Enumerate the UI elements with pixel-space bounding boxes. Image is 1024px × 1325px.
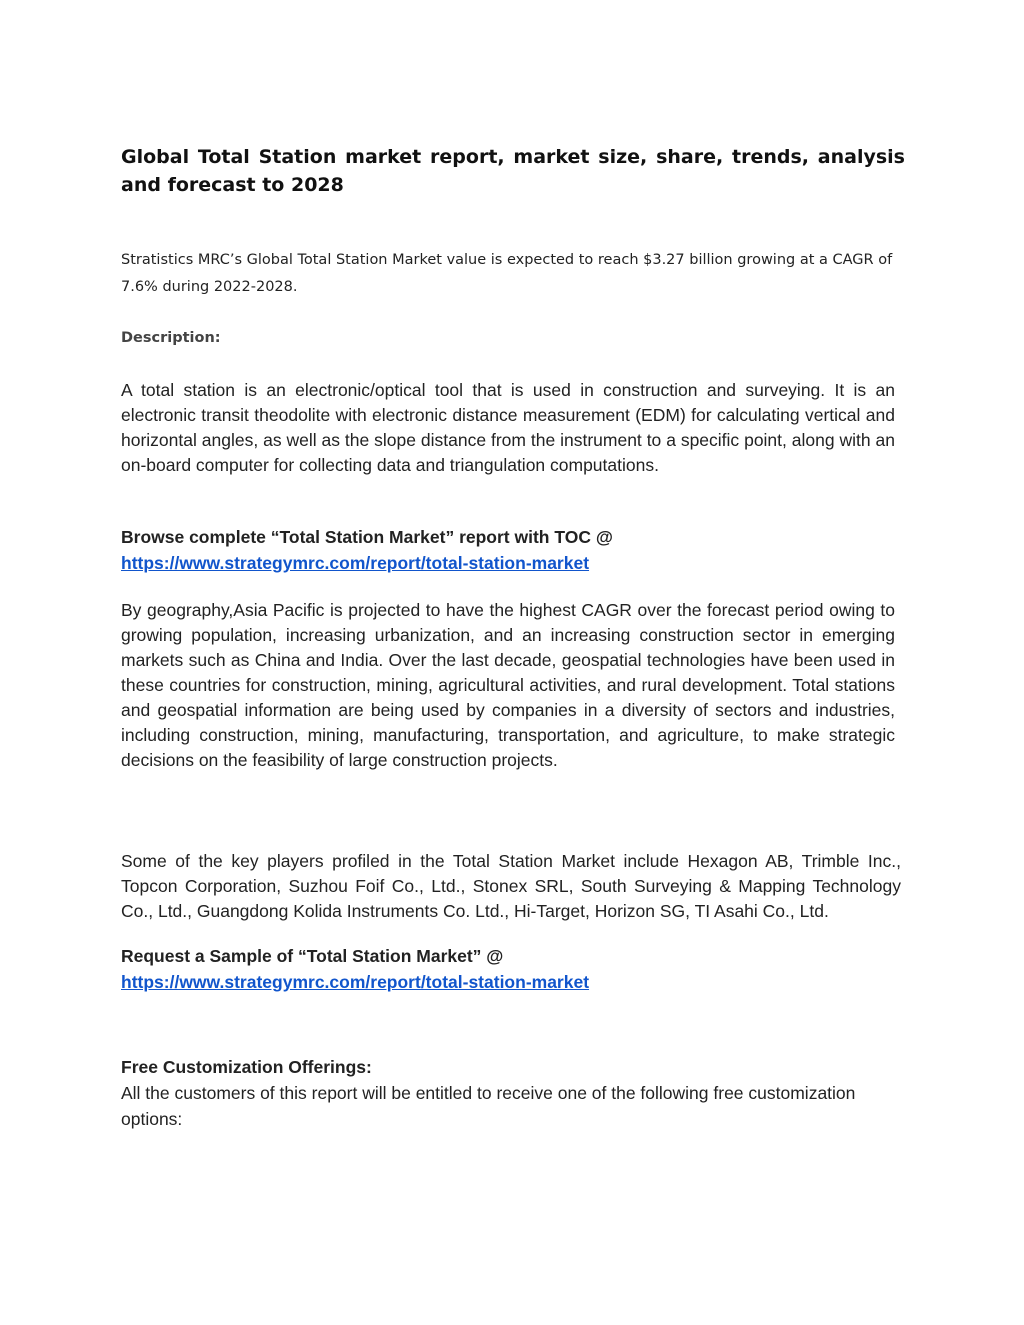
customization-text: All the customers of this report will be entitled to receive one of the following free customization options: [121,1083,856,1129]
browse-report-link[interactable]: https://www.strategymrc.com/report/total-station-market [121,553,590,573]
customization-heading: Free Customization Offerings: [121,1057,372,1077]
request-sample-section [121,943,905,995]
geography-paragraph: By geography,Asia Pacific is projected to have the highest CAGR over the forecast period owing to growing population, increasing urbanization, and an increasing construction sector in emerging markets such as China and India. Over the last decade, geospatial technologies have been used in these countries for construction, mining, agricultural activities, and rural development. Total stations and geospatial information are being used by companies in a diversity of sectors and industries, including construction, mining, manufacturing, transportation, and agriculture, to make strategic decisions on the feasibility of large construction projects. [121,600,895,770]
description-paragraph: A total station is an electronic/optical tool that is used in construction and surveying. It is an electronic transit theodolite with electronic distance measurement (EDM) for calculating vertical and horizontal angles, as well as the slope distance from the instrument to a specific point, along with an on-board computer for collecting data and triangulation computations. [121,380,895,475]
intro-summary: Stratistics MRC’s Global Total Station Market value is expected to reach $3.27 billion growing at a CAGR of 7.6% during 2022-2028. [121,252,893,295]
report-title: Global Total Station market report, market size, share, trends, analysis and forecast to 2028 [121,146,905,196]
description-label: Description: [121,330,221,346]
browse-report-section [121,524,905,576]
key-players-paragraph: Some of the key players profiled in the Total Station Market include Hexagon AB, Trimble Inc., Topcon Corporation, Suzhou Foif Co., Ltd., Stonex SRL, South Surveying & Mapping Technology Co., Ltd., Guangdong Kolida Instruments Co. Ltd., Hi-Target, Horizon SG, TI Asahi Co., Ltd. [121,851,901,921]
request-sample-link[interactable]: https://www.strategymrc.com/report/total-station-market [121,972,590,992]
browse-report-label: Browse complete “Total Station Market” report with TOC @ [121,527,613,547]
request-sample-label: Request a Sample of “Total Station Market” @ [121,946,504,966]
customization-section [121,1054,905,1132]
